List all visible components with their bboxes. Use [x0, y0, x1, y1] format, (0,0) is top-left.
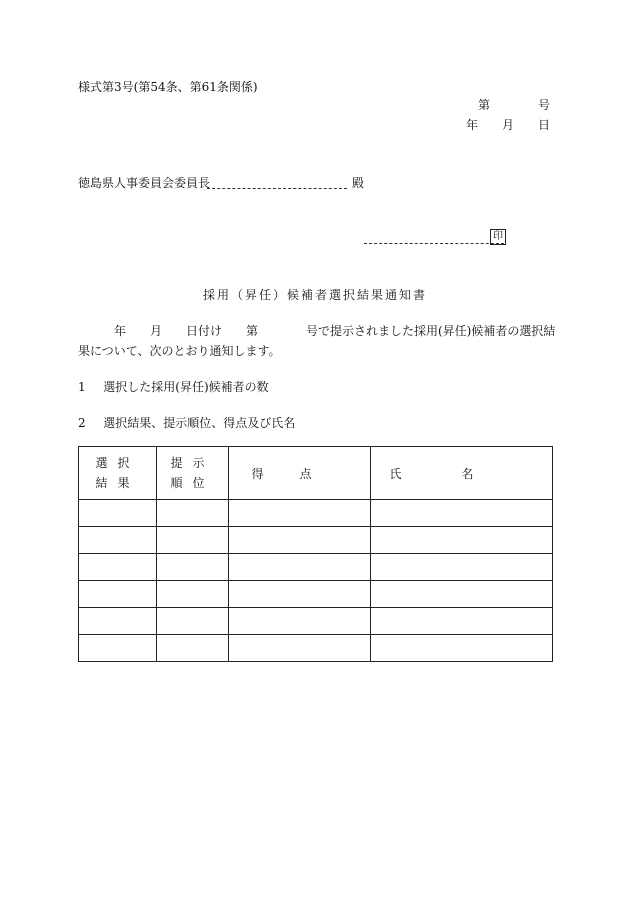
cell-score[interactable] — [229, 554, 371, 581]
cell-selection-result[interactable] — [79, 608, 157, 635]
cell-selection-result[interactable] — [79, 635, 157, 662]
cell-presentation-rank[interactable] — [157, 500, 229, 527]
cell-name[interactable] — [371, 554, 553, 581]
header-presentation-rank-line2: 順位 — [170, 476, 215, 490]
table-row — [79, 635, 553, 662]
results-table — [78, 446, 553, 662]
cell-presentation-rank[interactable] — [157, 581, 229, 608]
document-title: 採用（昇任）候補者選択結果通知書 — [202, 288, 427, 302]
section-1 — [78, 380, 269, 394]
cell-score[interactable] — [229, 500, 371, 527]
table-row — [79, 581, 553, 608]
section-1-number: 1 — [78, 380, 86, 394]
seal-label: 印 — [493, 231, 503, 242]
cell-selection-result[interactable] — [79, 527, 157, 554]
header-selection-result-line1: 選択 — [95, 456, 140, 470]
cell-name[interactable] — [371, 527, 553, 554]
cell-presentation-rank[interactable] — [157, 608, 229, 635]
document-date: 年 月 日 — [465, 118, 550, 132]
cell-name[interactable] — [371, 500, 553, 527]
body-line-1: 年 月 日付け 第 号で提示されました採用(昇任)候補者の選択結 — [114, 324, 556, 338]
cell-score[interactable] — [229, 527, 371, 554]
table-row — [79, 500, 553, 527]
cell-selection-result[interactable] — [79, 554, 157, 581]
header-score: 得点 — [229, 447, 371, 500]
header-presentation-rank — [157, 447, 229, 500]
cell-score[interactable] — [229, 635, 371, 662]
table-header-row — [79, 447, 553, 500]
section-1-text: 選択した採用(昇任)候補者の数 — [103, 380, 269, 394]
table-row — [79, 554, 553, 581]
cell-name[interactable] — [371, 581, 553, 608]
header-selection-result-line2: 結果 — [95, 476, 140, 490]
cell-score[interactable] — [229, 581, 371, 608]
seal-mark — [490, 229, 506, 245]
form-reference: 様式第3号(第54条、第61条関係) — [78, 80, 258, 94]
cell-selection-result[interactable] — [79, 500, 157, 527]
cell-selection-result[interactable] — [79, 581, 157, 608]
cell-name[interactable] — [371, 608, 553, 635]
table-row — [79, 527, 553, 554]
cell-name[interactable] — [371, 635, 553, 662]
addressee-blank-line — [207, 188, 347, 189]
addressee-name: 徳島県人事委員会委員長 — [78, 176, 211, 190]
header-selection-result — [79, 447, 157, 500]
section-2-text: 選択結果、提示順位、得点及び氏名 — [103, 416, 296, 430]
header-presentation-rank-line1: 提示 — [170, 456, 215, 470]
table-row — [79, 608, 553, 635]
header-name: 氏名 — [371, 447, 553, 500]
document-number: 第 号 — [477, 98, 550, 112]
addressee-honorific: 殿 — [352, 176, 365, 190]
section-2 — [78, 416, 295, 430]
cell-presentation-rank[interactable] — [157, 635, 229, 662]
section-2-number: 2 — [78, 416, 86, 430]
sender-blank-line — [364, 243, 504, 244]
cell-presentation-rank[interactable] — [157, 527, 229, 554]
cell-presentation-rank[interactable] — [157, 554, 229, 581]
cell-score[interactable] — [229, 608, 371, 635]
body-line-2: 果について、次のとおり通知します。 — [78, 344, 281, 358]
